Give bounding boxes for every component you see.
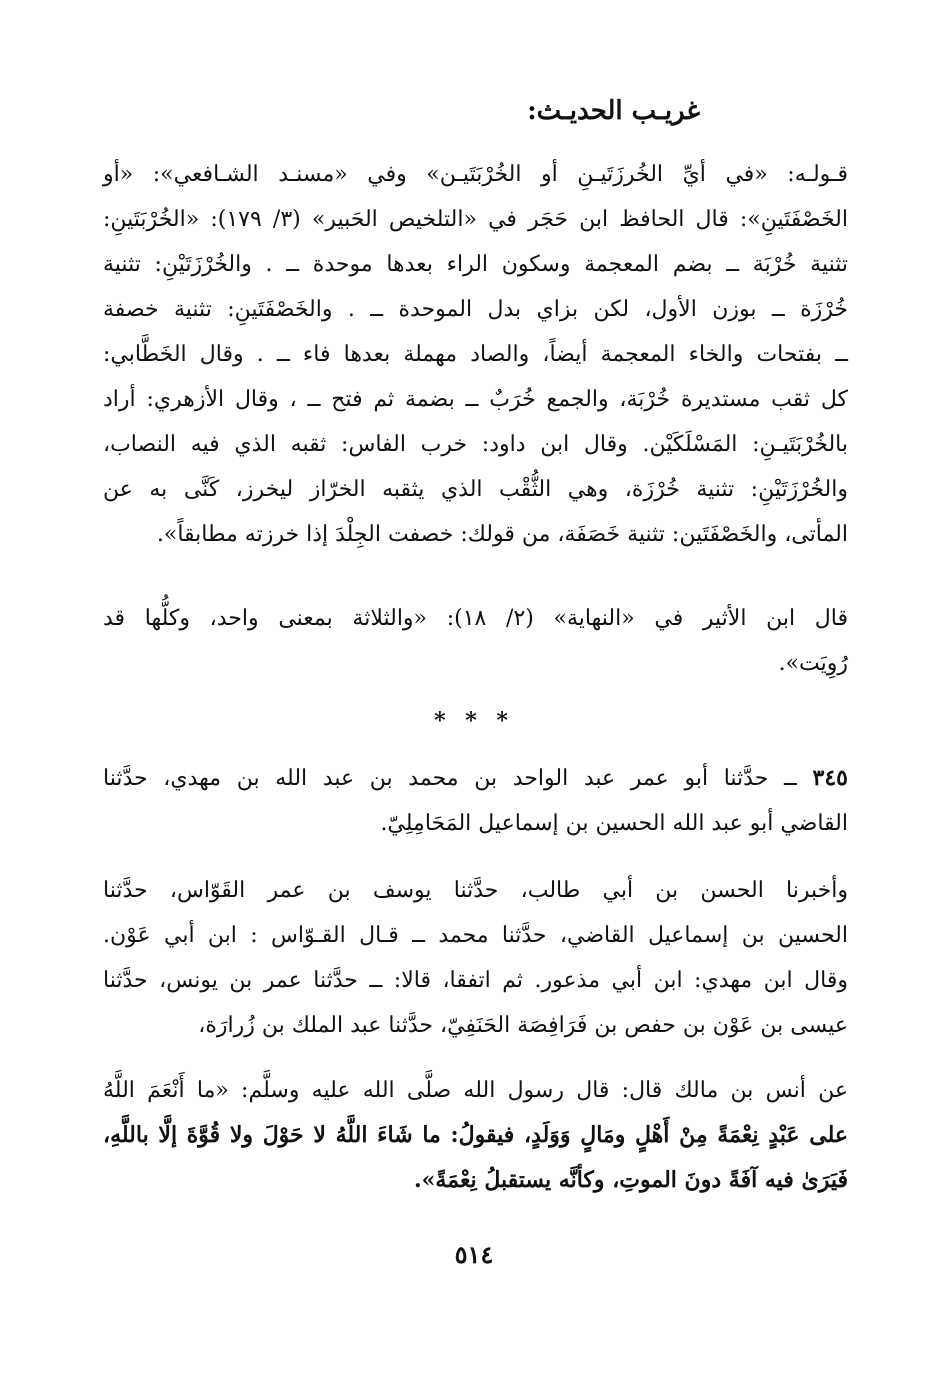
text-line: قال ابن الأثير في «النهاية» (٢/ ١٨): «والثلاثة بمعنى واحد، وكلُّها قد	[103, 606, 849, 631]
text-line: تثنية خُرْبَة ــ بضم المعجمة وسكون الراء بعدها موحدة ــ . والخُرْزَتَيْنِ: تثنية	[103, 252, 848, 277]
text-line: بالخُرْبَتَيـنِ: المَسْلَكَيْن. وقال ابن داود: خرب الفاس: ثقبه الذي فيه النصاب،	[103, 432, 848, 457]
matn-paragraph	[103, 1068, 848, 1203]
section-title: غريـب الحديـث:	[527, 96, 700, 126]
isnad-paragraph	[103, 868, 848, 1048]
text-line	[103, 756, 848, 801]
text-line: قـولـه: «في أيِّ الخُرزَتَيـنِ أو الخُرْبَتَيـن» وفي «مسنـد الشـافعي»: «أو	[103, 162, 848, 187]
text-line: الحسين بن إسماعيل القاضي، حدَّثنا محمد ــ قـال القـوّاس : ابن أبي عَوْن.	[103, 923, 848, 948]
text-line: والخُرْزَتَيْنِ: تثنية خُرْزَة، وهي الثُّقْب الذي يثقبه الخرّاز ليخرز، كَنَّى به عن	[103, 477, 848, 502]
text-line: الخَصْفَتَينِ»: قال الحافظ ابن حَجَر في «التلخيص الحَبير» (٣/ ١٧٩): «الخُرْبَتَينِ:	[103, 207, 849, 232]
text-line: فَيَرَىٰ فيه آفَةً دونَ الموتِ، وكأنَّه يستقبلُ نِعْمَةً».	[414, 1167, 848, 1193]
ibn-athir-paragraph	[103, 596, 848, 686]
text-line: عيسى بن عَوْن بن حفص بن فَرَافِصَة الحَنَفِيّ، حدَّثنا عبد الملك بن زُرارَة،	[198, 1013, 848, 1038]
text-line: رُوِيَت».	[778, 651, 848, 676]
hadith-intro-paragraph	[103, 756, 848, 846]
text-line: القاضي أبو عبد الله الحسين بن إسماعيل المَحَامِلِيّ.	[380, 811, 848, 836]
hadith-number: ٣٤٥	[812, 765, 848, 791]
text-line: المأتى، والخَصْفَتَين: تثنية خَصَفَة، من قولك: خصفت الجِلْدَ إذا خرزته مطابقاً».	[156, 522, 848, 547]
text-line: وقال ابن مهدي: ابن أبي مذعور. ثم اتفقا، قالا: ــ حدَّثنا عمر بن يونس، حدَّثنا	[103, 968, 848, 993]
text-line: ــ بفتحات والخاء المعجمة أيضاً، والصاد مهملة بعدها فاء ــ . وقال الخَطَّابي:	[103, 342, 848, 367]
page-number: ٥١٤	[454, 1240, 494, 1269]
gharib-paragraph	[103, 152, 848, 557]
text-line: كل ثقب مستديرة خُرْبَة، والجمع خُرَبٌ ــ بضمة ثم فتح ــ ، وقال الأزهري: أراد	[103, 387, 848, 412]
section-separator: * * *	[434, 708, 514, 734]
text-line: على عَبْدٍ نِعْمَةً مِنْ أَهْلٍ ومَالٍ وَوَلَدٍ، فيقولُ: ما شَاءَ اللَّهُ لا حَوْلَ ولا قُوَّةَ إلَّا باللَّهِ،	[103, 1122, 848, 1148]
text-line: وأخبرنا الحسن بن أبي طالب، حدَّثنا يوسف بن عمر القَوّاس، حدَّثنا	[103, 878, 848, 903]
text-line: خُرْزَة ــ بوزن الأول، لكن بزاي بدل الموحدة ــ . والخَصْفَتَينِ: تثنية خصفة	[103, 297, 848, 322]
text-line: عن أنس بن مالك قال: قال رسول الله صلَّى الله عليه وسلَّم: «ما أَنْعَمَ اللَّهُ	[103, 1078, 848, 1103]
hadith-intro-text: ــ حدَّثنا أبو عمر عبد الواحد بن محمد بن عبد الله بن مهدي، حدَّثنا	[103, 766, 797, 791]
